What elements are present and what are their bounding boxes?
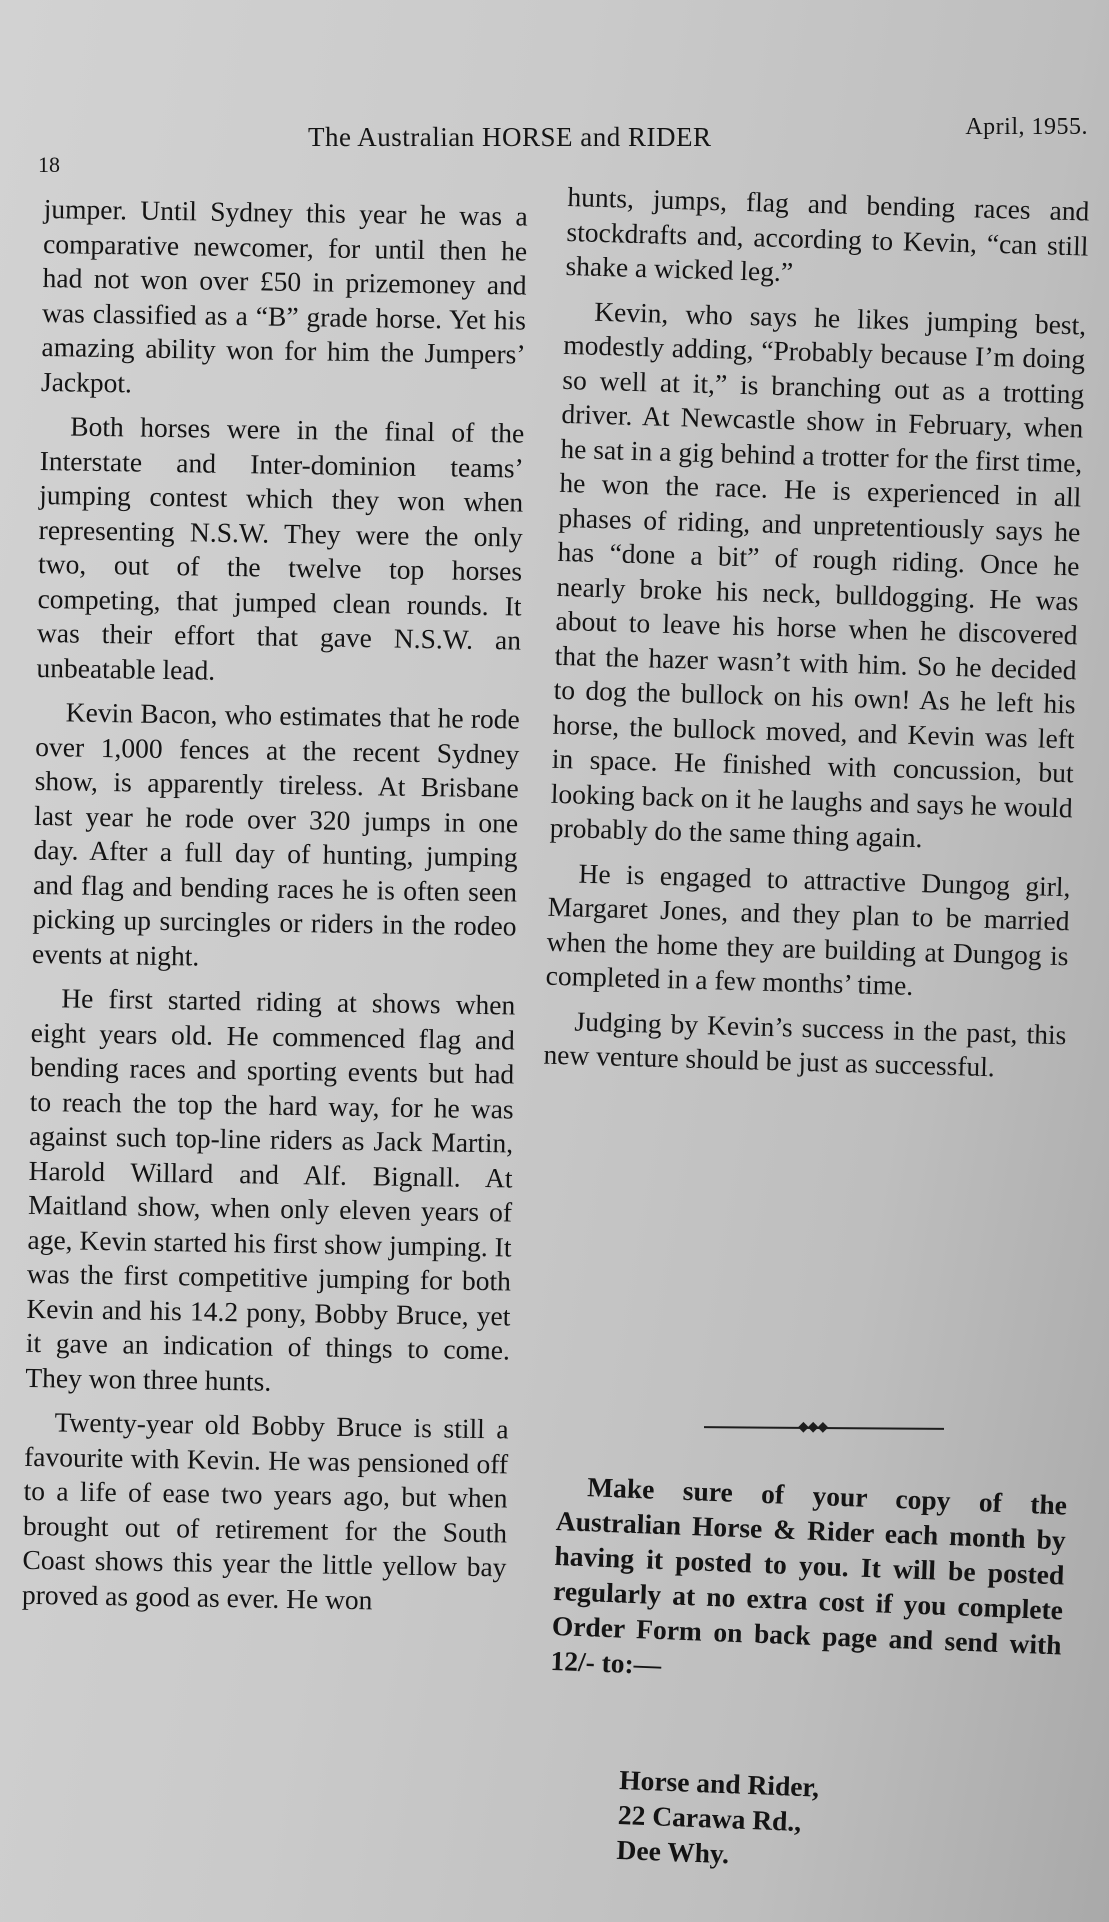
article-paragraph: Kevin, who says he likes jumping best, modestly adding, “Probably because I’m doing so well at it,” is branching out as a trotting driver. At Newcastle show in February, when he sat in a gig behind a trotter for the first time, he won the race. He is experienced in all phases of riding, and unpretentiously says he has “done a bit” of rough riding. Once he nearly broke his neck, bulldogging. He was about to leave his horse when he discovered that the hazer wasn’t with him. So he decided to dog the bullock on his own! As he left his horse, the bullock moved, and Kevin was left in space. He finished with concussion, but looking back on it he laughs and says he would probably do the same thing again. bbox=[549, 295, 1087, 854]
page-number: 18 bbox=[38, 152, 60, 177]
publication-title: The Australian HORSE and RIDER bbox=[308, 122, 712, 152]
issue-date: April, 1955. bbox=[965, 114, 1088, 140]
article-paragraph: Twenty-year old Bobby Bruce is still a favourite with Kevin. He was pensioned off to a life of ease two years ago, but when brought out of retirement for the South Coast shows this year the little yellow bay proved as good as ever. He won bbox=[21, 1406, 509, 1615]
article-paragraph: jumper. Until Sydney this year he was a comparative newcomer, for until then he had not won over £50 in prizemoney and was classified as a “B” grade horse. Yet his amazing ability won for him the Jumpers’ Jackpot. bbox=[40, 192, 528, 398]
page-header bbox=[38, 100, 1088, 177]
article-paragraph: He first started riding at shows when eight years old. He commenced flag and bending races and sporting events but had to reach the top the hard way, for he was against such top-line riders as Jack Martin, Harold Willard and Alf. Bignall. At Maitland show, when only eleven years of age, Kevin started his first show jumping. It was the first competitive jumping for both Kevin and his 14.2 pony, Bobby Bruce, yet it gave an indication of things to come. They won three hunts. bbox=[25, 982, 516, 1397]
address-line: Horse and Rider, bbox=[618, 1763, 820, 1803]
article-paragraph: Kevin Bacon, who estimates that he rode over 1,000 fences at the recent Sydney show, is apparently tireless. At Brisbane last year he rode over 320 jumps in one day. After a full day of hunting, jumping and flag and bending races he is often seen picking up surcingles or riders in the rodeo events at night. bbox=[31, 696, 521, 972]
address-line: 22 Carawa Rd., bbox=[617, 1798, 802, 1837]
right-column bbox=[543, 180, 1090, 1097]
mailing-address bbox=[616, 1762, 820, 1875]
notice-text: Make sure of your copy of the Australian Horse & Rider each month by having it posted to you. It will be posted regularly at no extra cost if you complete Order Form on back page and send with 12/- to:— bbox=[550, 1471, 1068, 1681]
subscription-notice bbox=[550, 1468, 1068, 1697]
article-paragraph: Both horses were in the final of the Interstate and Inter-dominion teams’ jumping contest which they won when representing N.S.W. They were the only two, out of the twelve top horses competing, that jumped clean rounds. It was their effort that gave N.S.W. an unbeatable lead. bbox=[36, 410, 525, 686]
section-divider bbox=[704, 1418, 944, 1436]
address-line: Dee Why. bbox=[616, 1833, 730, 1870]
diamond-ornament-icon: ◆◆◆ bbox=[797, 1418, 828, 1436]
article-paragraph: hunts, jumps, flag and bending races and stockdrafts and, according to Kevin, “can still shake a wicked leg.” bbox=[565, 180, 1090, 288]
left-column bbox=[22, 192, 528, 1629]
article-paragraph: He is engaged to attractive Dungog girl, Margaret Jones, and they plan to be married when the home they are building at Dungog is completed in a few months’ time. bbox=[545, 857, 1071, 1001]
article-paragraph: Judging by Kevin’s success in the past, this new venture should be just as successful. bbox=[543, 1005, 1067, 1083]
